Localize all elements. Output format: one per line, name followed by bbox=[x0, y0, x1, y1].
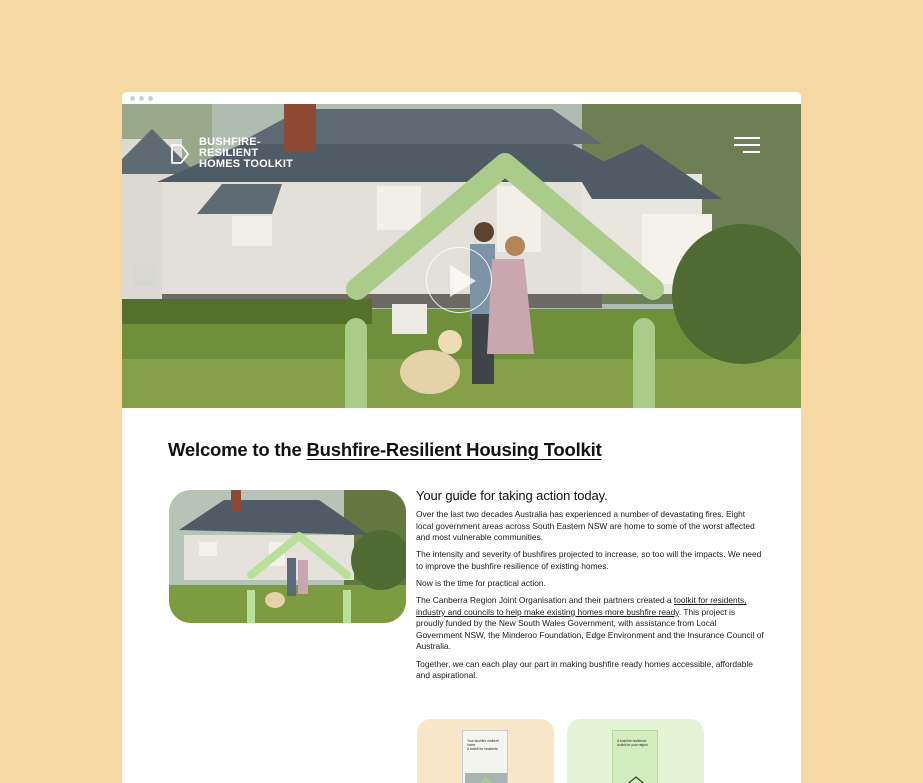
hero-image bbox=[122, 104, 801, 408]
play-icon bbox=[427, 248, 493, 314]
booklet-subtitle-text: A toolkit for residents bbox=[467, 746, 498, 751]
guide-paragraph-3: Now is the time for practical action. bbox=[416, 577, 546, 588]
window-titlebar bbox=[122, 92, 801, 104]
house-thumbnail bbox=[169, 490, 406, 623]
toolkit-link[interactable]: toolkit for residents, industry and councils to help make existing homes more bushfire ready bbox=[416, 595, 747, 617]
booklet-cover bbox=[612, 730, 658, 783]
toolkit-title-link[interactable]: Bushfire-Resilient Housing Toolkit bbox=[306, 439, 602, 460]
logo-line-2: HOMES TOOLKIT bbox=[199, 158, 294, 170]
hamburger-menu-icon[interactable] bbox=[734, 137, 760, 155]
window-dot-icon bbox=[139, 96, 144, 101]
guide-copy bbox=[416, 488, 764, 687]
play-video-button[interactable] bbox=[426, 247, 492, 313]
guide-paragraph-4-intro: The Canberra Region Joint Organisation and their partners created a bbox=[416, 595, 674, 606]
browser-window bbox=[122, 92, 801, 783]
house-thumbnail-image bbox=[169, 490, 406, 623]
booklet-title bbox=[467, 740, 503, 751]
toolkit-card-region[interactable] bbox=[567, 719, 704, 783]
booklet-cover bbox=[462, 730, 508, 783]
logo-text bbox=[199, 137, 319, 170]
toolkit-card-residents[interactable] bbox=[417, 719, 554, 783]
logo-line-1: BUSHFIRE-RESILIENT bbox=[199, 136, 261, 159]
guide-paragraph-5: Together, we can each play our part in making bushfire ready homes accessible, affordable and aspirational. bbox=[416, 658, 753, 681]
guide-paragraph-2: The intensity and severity of bushfires projected to increase, so too will the impacts. We need to improve the bushfire resilience of existing homes. bbox=[416, 549, 762, 571]
guide-paragraph-4-rest: . This project is proudly funded by the New South Wales Government, with assistance from Local Government NSW, the Minderoo Foundation, Edge Environment and the Insurance Council of Australia. bbox=[416, 606, 764, 652]
main-content bbox=[122, 408, 801, 783]
booklet-title-text: Your bushfire resilient home bbox=[467, 739, 499, 747]
booklet-house-heart-icon bbox=[613, 767, 659, 783]
booklet-title: A bushfire resilience toolkit for your region bbox=[617, 739, 648, 747]
site-logo[interactable] bbox=[169, 137, 319, 170]
page-title-prefix: Welcome to the bbox=[168, 439, 307, 460]
booklet-house-icon bbox=[463, 767, 509, 783]
logo-mark-icon bbox=[169, 143, 191, 165]
page-title bbox=[168, 439, 602, 461]
guide-heading: Your guide for taking action today. bbox=[416, 488, 608, 503]
window-dot-icon bbox=[130, 96, 135, 101]
window-dot-icon bbox=[148, 96, 153, 101]
guide-paragraph-1: Over the last two decades Australia has experienced a number of devastating fires. Eight local government areas across South Eastern NSW are home to some of the worst affected and most vulnerable communities. bbox=[416, 509, 755, 543]
guide-paragraph-4 bbox=[416, 595, 764, 653]
